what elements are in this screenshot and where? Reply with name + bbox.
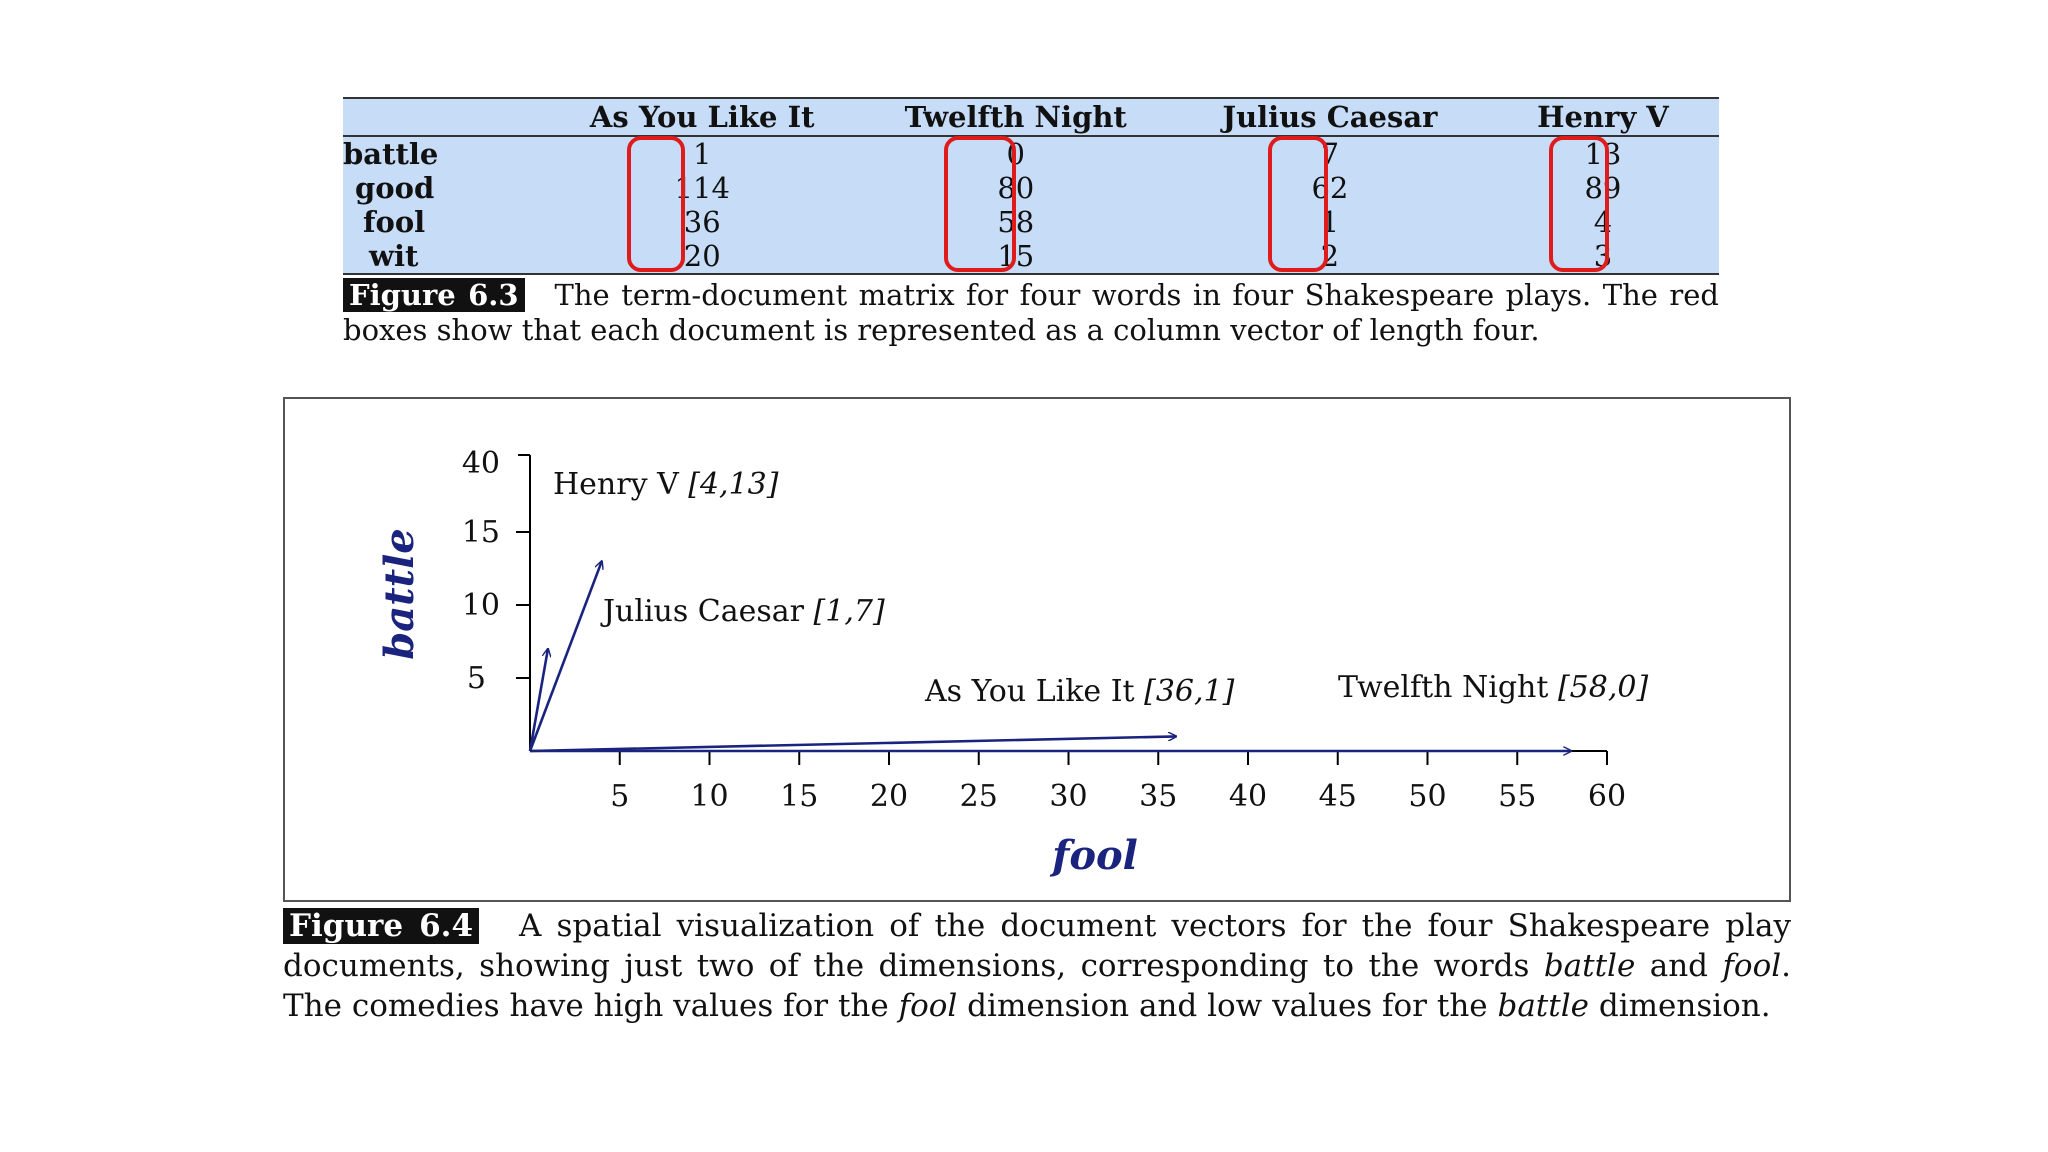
x-tick-label: 5: [610, 779, 630, 814]
caption-text: A spatial visualization of the document vectors for the four Shakespeare play documents, showing just two of the dimensions, corresponding to the words: [283, 908, 1792, 984]
table-cell: 2: [1320, 239, 1340, 273]
figure-6-4-caption: [283, 906, 1791, 1026]
y-tick-label: 40: [461, 446, 500, 481]
table-cell: 58: [997, 205, 1035, 239]
x-axis-label: fool: [1052, 832, 1138, 879]
x-tick-label: 55: [1498, 779, 1537, 814]
column-header: Henry V: [1537, 100, 1669, 134]
vector-label: [600, 594, 885, 629]
table-cell: 3: [1593, 239, 1613, 273]
x-tick-label: 60: [1587, 779, 1627, 814]
table-cell: 13: [1584, 137, 1622, 171]
x-tick-label: 30: [1049, 779, 1088, 814]
table-header-row: [343, 98, 1719, 136]
caption-word: battle: [1497, 988, 1589, 1024]
y-axis-label: battle: [376, 528, 423, 660]
table-row: [343, 171, 1719, 205]
column-highlight-box: [627, 136, 685, 272]
caption-word: fool: [1722, 948, 1782, 984]
row-label: battle: [343, 137, 439, 171]
x-tick-label: 45: [1318, 779, 1357, 814]
x-tick-label: 15: [780, 779, 819, 814]
table-cell: 62: [1311, 171, 1349, 205]
table-cell: 4: [1593, 205, 1613, 239]
column-highlight-box: [1549, 136, 1609, 272]
vector-label: [1338, 670, 1648, 705]
document-vector: [530, 736, 1176, 751]
y-tick-label: 10: [461, 588, 500, 623]
vector-name: As You Like It: [925, 674, 1145, 709]
figure-tag: Figure 6.4: [283, 908, 479, 944]
vector-coords: [1,7]: [813, 594, 885, 629]
x-tick-label: 25: [959, 779, 998, 814]
x-tick-label: 50: [1408, 779, 1447, 814]
column-highlight-box: [944, 136, 1016, 272]
table-cell: 7: [1320, 137, 1340, 171]
table-row: [343, 239, 1719, 274]
vector-plot: [285, 399, 1789, 900]
caption-text: The term-document matrix for four words in four Shakespeare plays. The red boxes show that each document is represented as a column vector of length four.: [343, 278, 1719, 347]
row-label: good: [355, 171, 435, 205]
row-label: fool: [363, 205, 426, 239]
column-header: As You Like It: [589, 100, 815, 134]
table-cell: 114: [674, 171, 730, 205]
table-cell: 1: [1320, 205, 1340, 239]
term-document-table: [343, 97, 1719, 275]
x-tick-label: 20: [869, 779, 909, 814]
table-cell: 0: [1006, 137, 1025, 171]
table-row: [343, 205, 1719, 239]
column-header: Julius Caesar: [1222, 100, 1438, 134]
caption-text: and: [1635, 948, 1723, 984]
term-document-table-block: [343, 97, 1719, 275]
x-tick-label: 40: [1228, 779, 1268, 814]
caption-text: dimension and low values for the: [957, 988, 1498, 1024]
caption-word: battle: [1543, 948, 1636, 984]
table-cell: 36: [683, 205, 721, 239]
plot-vectors: [530, 467, 1648, 751]
row-label: wit: [369, 239, 419, 273]
x-tick-label: 10: [690, 779, 729, 814]
document-vector: [530, 561, 602, 751]
table-row: [343, 136, 1719, 171]
table-cell: 1: [693, 137, 712, 171]
y-tick-label: 15: [461, 515, 500, 550]
vector-name: Twelfth Night: [1338, 670, 1558, 705]
table-cell: 89: [1584, 171, 1622, 205]
vector-coords: [4,13]: [688, 467, 779, 502]
vector-name: Henry V: [553, 467, 689, 502]
vector-label: [553, 467, 779, 502]
table-cell: 20: [683, 239, 721, 273]
y-tick-label: 5: [466, 661, 486, 696]
vector-plot-frame: [283, 397, 1791, 902]
vector-name: Julius Caesar: [603, 594, 814, 629]
table-corner-cell: [343, 98, 546, 136]
column-header: Twelfth Night: [904, 100, 1127, 134]
caption-text: . The comedies have high values for the: [283, 948, 1792, 1024]
table-cell: 15: [997, 239, 1035, 273]
column-highlight-box: [1268, 136, 1328, 272]
x-tick-label: 35: [1139, 779, 1178, 814]
figure-6-3-caption: [343, 278, 1719, 348]
caption-word: fool: [898, 988, 958, 1024]
vector-coords: [58,0]: [1557, 670, 1649, 705]
table-cell: 80: [997, 171, 1035, 205]
caption-text: dimension.: [1589, 988, 1771, 1024]
document-vector: [530, 649, 548, 751]
vector-coords: [36,1]: [1144, 674, 1235, 709]
figure-tag: Figure 6.3: [343, 278, 525, 312]
vector-label: [924, 674, 1235, 709]
